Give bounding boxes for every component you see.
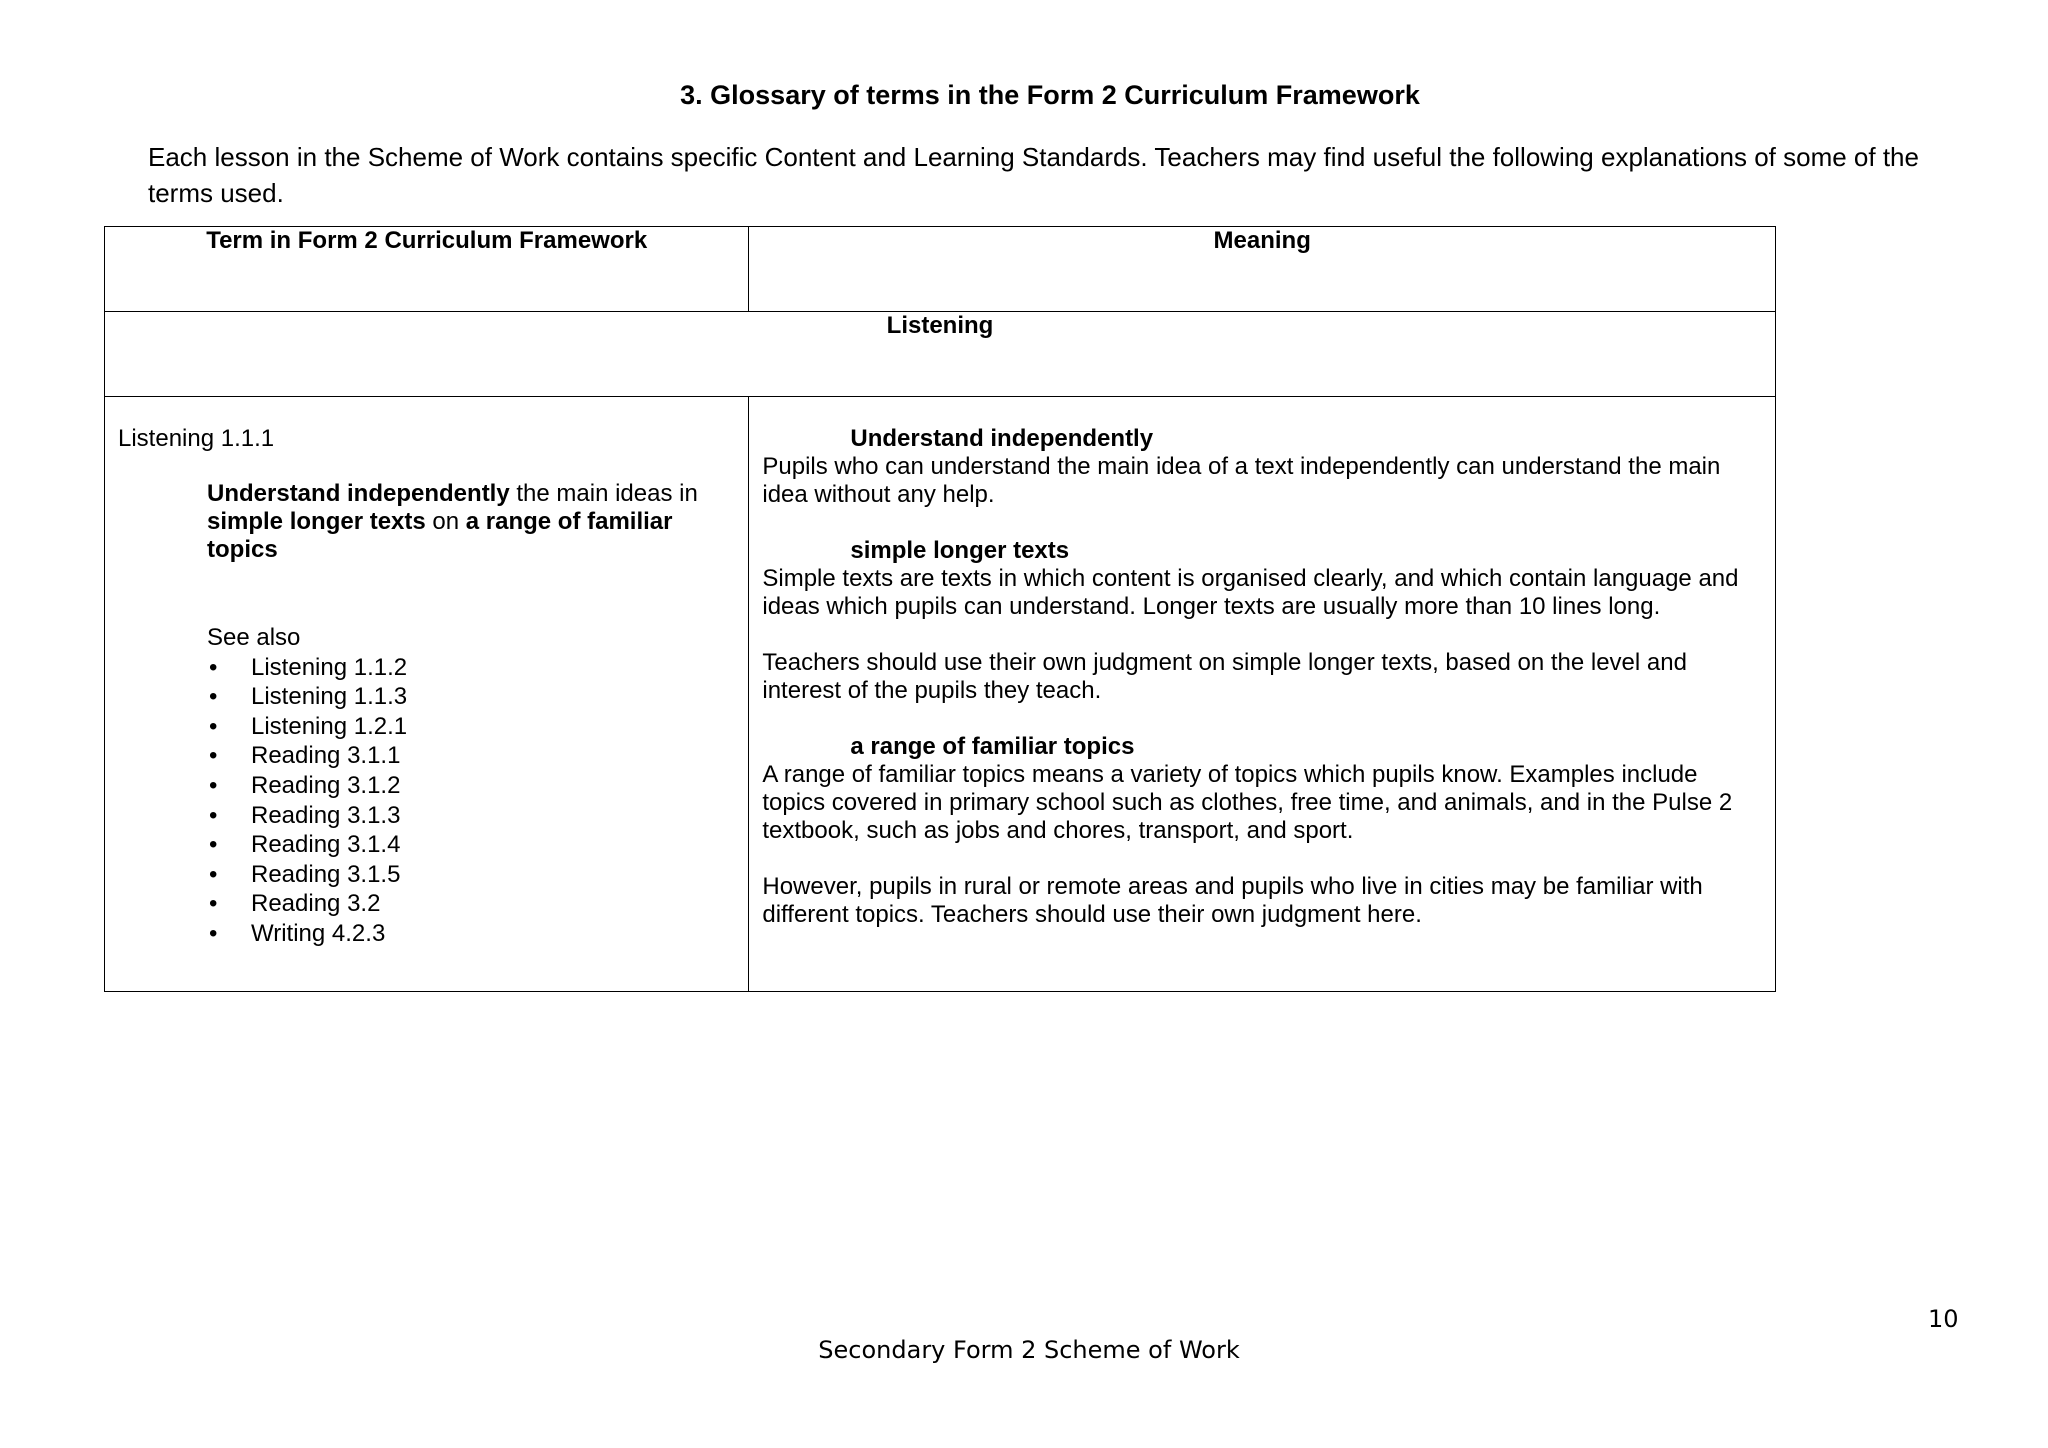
list-item: • Reading 3.2 [207,889,407,919]
page-title: 3. Glossary of terms in the Form 2 Curriculum Framework [680,80,1420,110]
term-bold-1: Understand independently [207,480,510,507]
header-term: Term in Form 2 Curriculum Framework [105,227,749,312]
meaning-block-4 [762,733,1762,845]
list-item: • Reading 3.1.5 [207,860,407,890]
meaning-heading-1: Understand independently [850,425,1154,452]
meaning-block-3 [762,649,1762,705]
meaning-heading-3: a range of familiar topics [850,733,1135,760]
list-item: • Writing 4.2.3 [207,919,407,949]
list-item: • Listening 1.2.1 [207,712,407,742]
term-text-1: the main ideas in [509,480,698,507]
header-meaning: Meaning [749,227,1776,312]
meaning-paragraph-2: Simple texts are texts in which content is organised clearly, and which contain language and ideas which pupils can understand. Longer texts are usually more than 10 lines long. [762,565,1739,620]
glossary-table [104,226,1776,992]
list-item: • Reading 3.1.1 [207,741,407,771]
meaning-cell [749,397,1776,992]
term-code: Listening 1.1.1 [118,425,275,452]
meaning-heading-2: simple longer texts [850,537,1070,564]
list-item: • Reading 3.1.4 [207,830,407,860]
meaning-block-5 [762,873,1762,929]
meaning-block-1 [762,425,1762,509]
term-text-2: on [425,508,466,535]
footer-text: Secondary Form 2 Scheme of Work [818,1336,1240,1364]
term-definition [207,480,727,564]
section-row [105,312,1776,397]
list-item: • Listening 1.1.2 [207,653,407,683]
meaning-paragraph-3: Teachers should use their own judgment on simple longer texts, based on the level and interest of the pupils they teach. [762,649,1687,704]
meaning-paragraph-5: However, pupils in rural or remote areas and pupils who live in cities may be familiar with different topics. Teachers should use their own judgment here. [762,873,1703,928]
list-item: • Reading 3.1.2 [207,771,407,801]
list-item: • Listening 1.1.3 [207,682,407,712]
see-also-label: See also [207,624,301,651]
term-bold-3: a range of familiar topics [207,508,673,563]
term-bold-2: simple longer texts [207,508,426,535]
meaning-paragraph-4: A range of familiar topics means a variety of topics which pupils know. Examples include topics covered in primary school such as clothes, free time, and animals, and in the Pulse 2 textbook, such as jobs and chores, transport, and sport. [762,761,1733,844]
page-number: 10 [1928,1305,1959,1333]
meaning-block-2 [762,537,1762,621]
meaning-paragraph-1: Pupils who can understand the main idea of a text independently can understand the main idea without any help. [762,453,1721,508]
term-cell [105,397,749,992]
section-title: Listening [105,312,1776,397]
list-item: • Reading 3.1.3 [207,801,407,831]
table-header-row [105,227,1776,312]
intro-paragraph: Each lesson in the Scheme of Work contains specific Content and Learning Standards. Teachers may find useful the following explanations of some of the terms used. [148,142,1919,208]
see-also [207,623,407,949]
table-row [105,397,1776,992]
see-also-list [207,653,407,949]
